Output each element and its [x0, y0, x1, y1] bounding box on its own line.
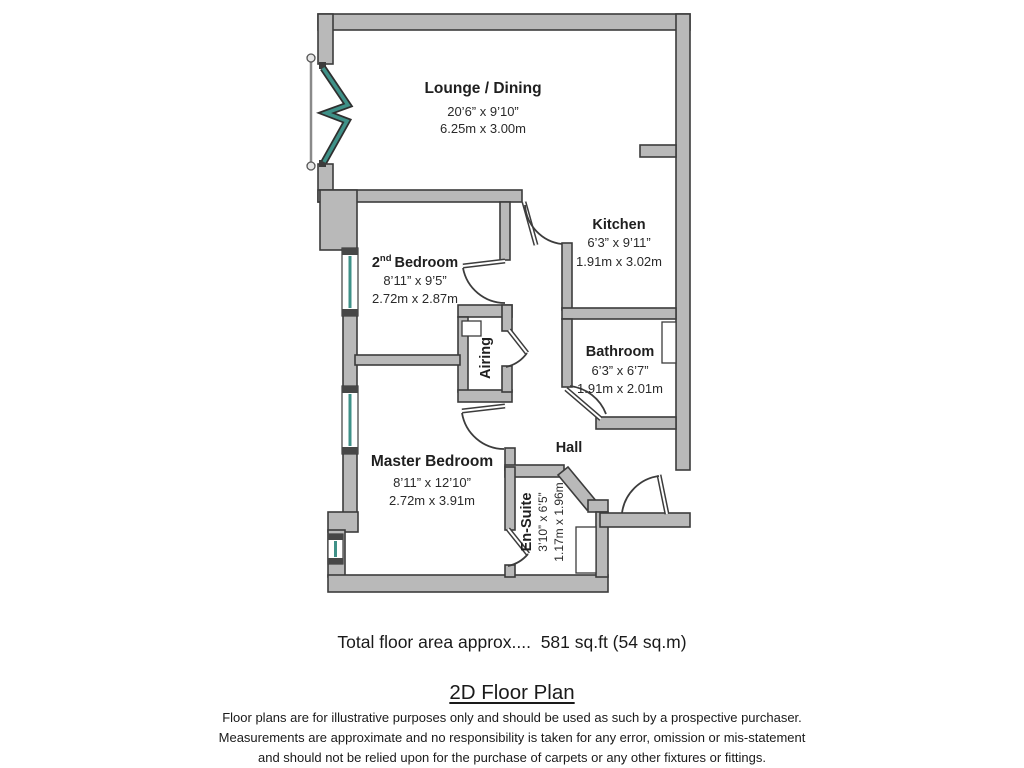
wall-bed2-right [500, 202, 510, 260]
window-master-small [328, 534, 343, 564]
door-kitchen-lobby [524, 202, 562, 245]
wall-right [676, 14, 690, 470]
bathroom-metric: 1.91m x 2.01m [577, 381, 663, 396]
disclaimer-line-3: and should not be relied upon for the purchase of carpets or any other fixtures or fittings. [257, 750, 767, 765]
door-arc [462, 413, 504, 449]
wall-step-block [328, 512, 358, 532]
wall-junction-block [320, 190, 357, 250]
window-master-bedroom [342, 386, 358, 454]
wall-master-ensuite-divider-low [505, 565, 515, 577]
second-bedroom-metric: 2.72m x 2.87m [372, 291, 458, 306]
door-arc [463, 268, 505, 303]
second-bedroom-imperial: 8’11” x 9’5” [383, 273, 447, 288]
page-title: 2D Floor Plan [449, 681, 575, 704]
ensuite-metric: 1.17m x 1.96m [552, 482, 566, 562]
total-floor-area: Total floor area approx.... 581 sq.ft (54 sq.m) [337, 632, 687, 652]
kitchen-label: Kitchen [592, 217, 646, 233]
door-bedroom2 [463, 261, 505, 303]
kitchen-imperial: 6’3” x 9’11” [587, 235, 651, 250]
window-bedroom2 [342, 248, 358, 316]
wall-hall-bottom [600, 513, 690, 527]
bifold-door [319, 62, 348, 167]
wall-master-ensuite-divider [505, 467, 515, 530]
wall-bedroom-divider [355, 355, 460, 365]
wall-left-a [343, 310, 357, 390]
door-arc [525, 205, 562, 244]
door-airing-cupboard [506, 330, 527, 367]
master-bedroom-label: Master Bedroom [370, 453, 494, 470]
bathroom-label: Bathroom [585, 344, 655, 360]
lounge-imperial: 20’6” x 9’10” [447, 104, 519, 119]
wall-bathroom-left [562, 319, 572, 387]
wall-kitchen-stub [640, 145, 676, 157]
hall-label: Hall [555, 440, 583, 456]
bathroom-wall-recess [662, 322, 676, 363]
ensuite-label: En-Suite [519, 492, 535, 552]
airing-label: Airing [478, 337, 494, 379]
master-bedroom-imperial: 8’11” x 12’10” [393, 475, 471, 490]
airing-shelf-recess [462, 321, 481, 336]
wall-airing-se [502, 366, 512, 392]
door-master-bedroom [462, 406, 505, 449]
wall-left-top [318, 14, 333, 64]
door-arc [622, 476, 659, 513]
second-bedroom-label: 2nd Bedroom [371, 253, 459, 271]
wall-kitchen-bath-divider [562, 308, 676, 319]
wall-left-b [343, 450, 357, 514]
wall-airing-ne [502, 305, 512, 331]
lounge-label: Lounge / Dining [424, 80, 542, 97]
wall-bottom [328, 575, 608, 592]
disclaimer-line-1: Floor plans are for illustrative purposes only and should be used as such by a prospective purchaser. [222, 710, 802, 725]
wall-bathroom-bottom [596, 417, 676, 429]
bathroom-imperial: 6’3” x 6’7” [591, 363, 649, 378]
kitchen-metric: 1.91m x 3.02m [576, 254, 662, 269]
master-bedroom-metric: 2.72m x 3.91m [389, 493, 475, 508]
wall-ensuite-stub [588, 500, 608, 512]
balcony-railing [307, 54, 315, 170]
door-arc [506, 353, 527, 367]
wall-kitchen-left [562, 243, 572, 310]
door-front-entrance [622, 475, 667, 514]
ensuite-shower-recess [576, 527, 596, 573]
disclaimer-line-2: Measurements are approximate and no responsibility is taken for any error, omission or mis-statement [218, 730, 806, 745]
wall-top [318, 14, 690, 30]
lounge-metric: 6.25m x 3.00m [440, 121, 526, 136]
ensuite-imperial: 3’10” x 6’5” [536, 492, 550, 552]
